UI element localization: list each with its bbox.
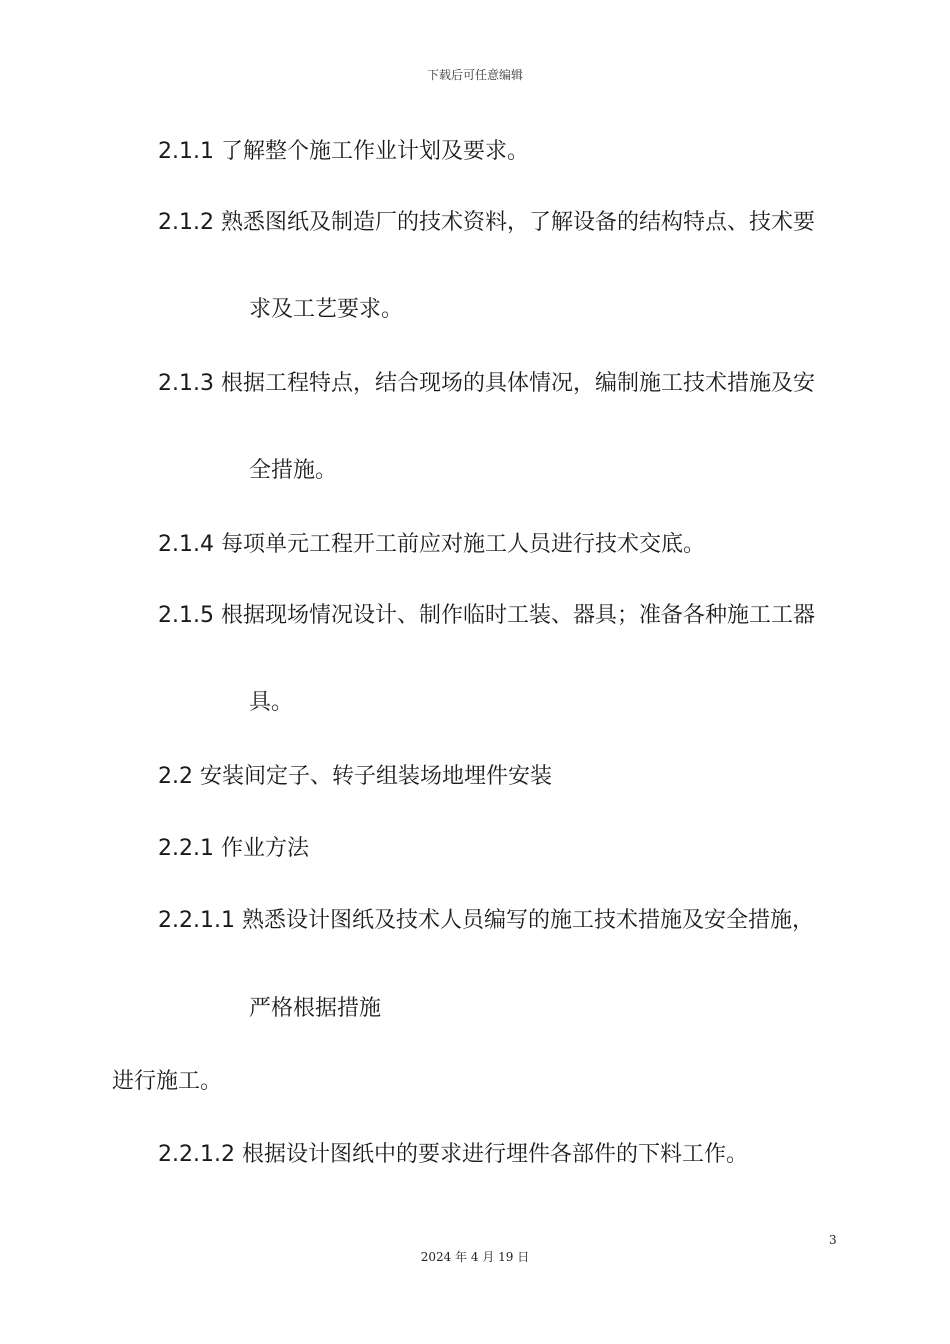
page-number: 3 [829, 1233, 837, 1247]
body-line-2-1-1: 2.1.1 了解整个施工作业计划及要求。 [158, 139, 529, 164]
body-line-2-2-1-1: 2.2.1.1 熟悉设计图纸及技术人员编写的施工技术措施及安全措施， [158, 908, 814, 933]
body-line-2-2: 2.2 安装间定子、转子组装场地埋件安装 [158, 764, 552, 789]
body-line-2-1-2: 2.1.2 熟悉图纸及制造厂的技术资料，了解设备的结构特点、技术要 [158, 210, 815, 235]
body-line-2-1-3-cont: 全措施。 [249, 458, 338, 483]
footer-date: 2024 年 4 月 19 日 [420, 1250, 530, 1264]
body-line-2-1-5: 2.1.5 根据现场情况设计、制作临时工装、器具；准备各种施工工器 [158, 603, 815, 628]
body-line-2-1-5-cont: 具。 [249, 690, 294, 715]
body-line-2-2-1-2: 2.2.1.2 根据设计图纸中的要求进行埋件各部件的下料工作。 [158, 1142, 748, 1167]
body-line-2-2-1-1-end: 进行施工。 [112, 1069, 223, 1094]
header-note: 下载后可任意编辑 [426, 68, 523, 82]
body-line-2-1-3: 2.1.3 根据工程特点，结合现场的具体情况，编制施工技术措施及安 [158, 371, 815, 396]
body-line-2-1-4: 2.1.4 每项单元工程开工前应对施工人员进行技术交底。 [158, 532, 705, 557]
body-line-2-2-1: 2.2.1 作业方法 [158, 836, 309, 861]
body-line-2-1-2-cont: 求及工艺要求。 [249, 297, 404, 322]
body-line-2-2-1-1-cont: 严格根据措施 [249, 996, 382, 1021]
